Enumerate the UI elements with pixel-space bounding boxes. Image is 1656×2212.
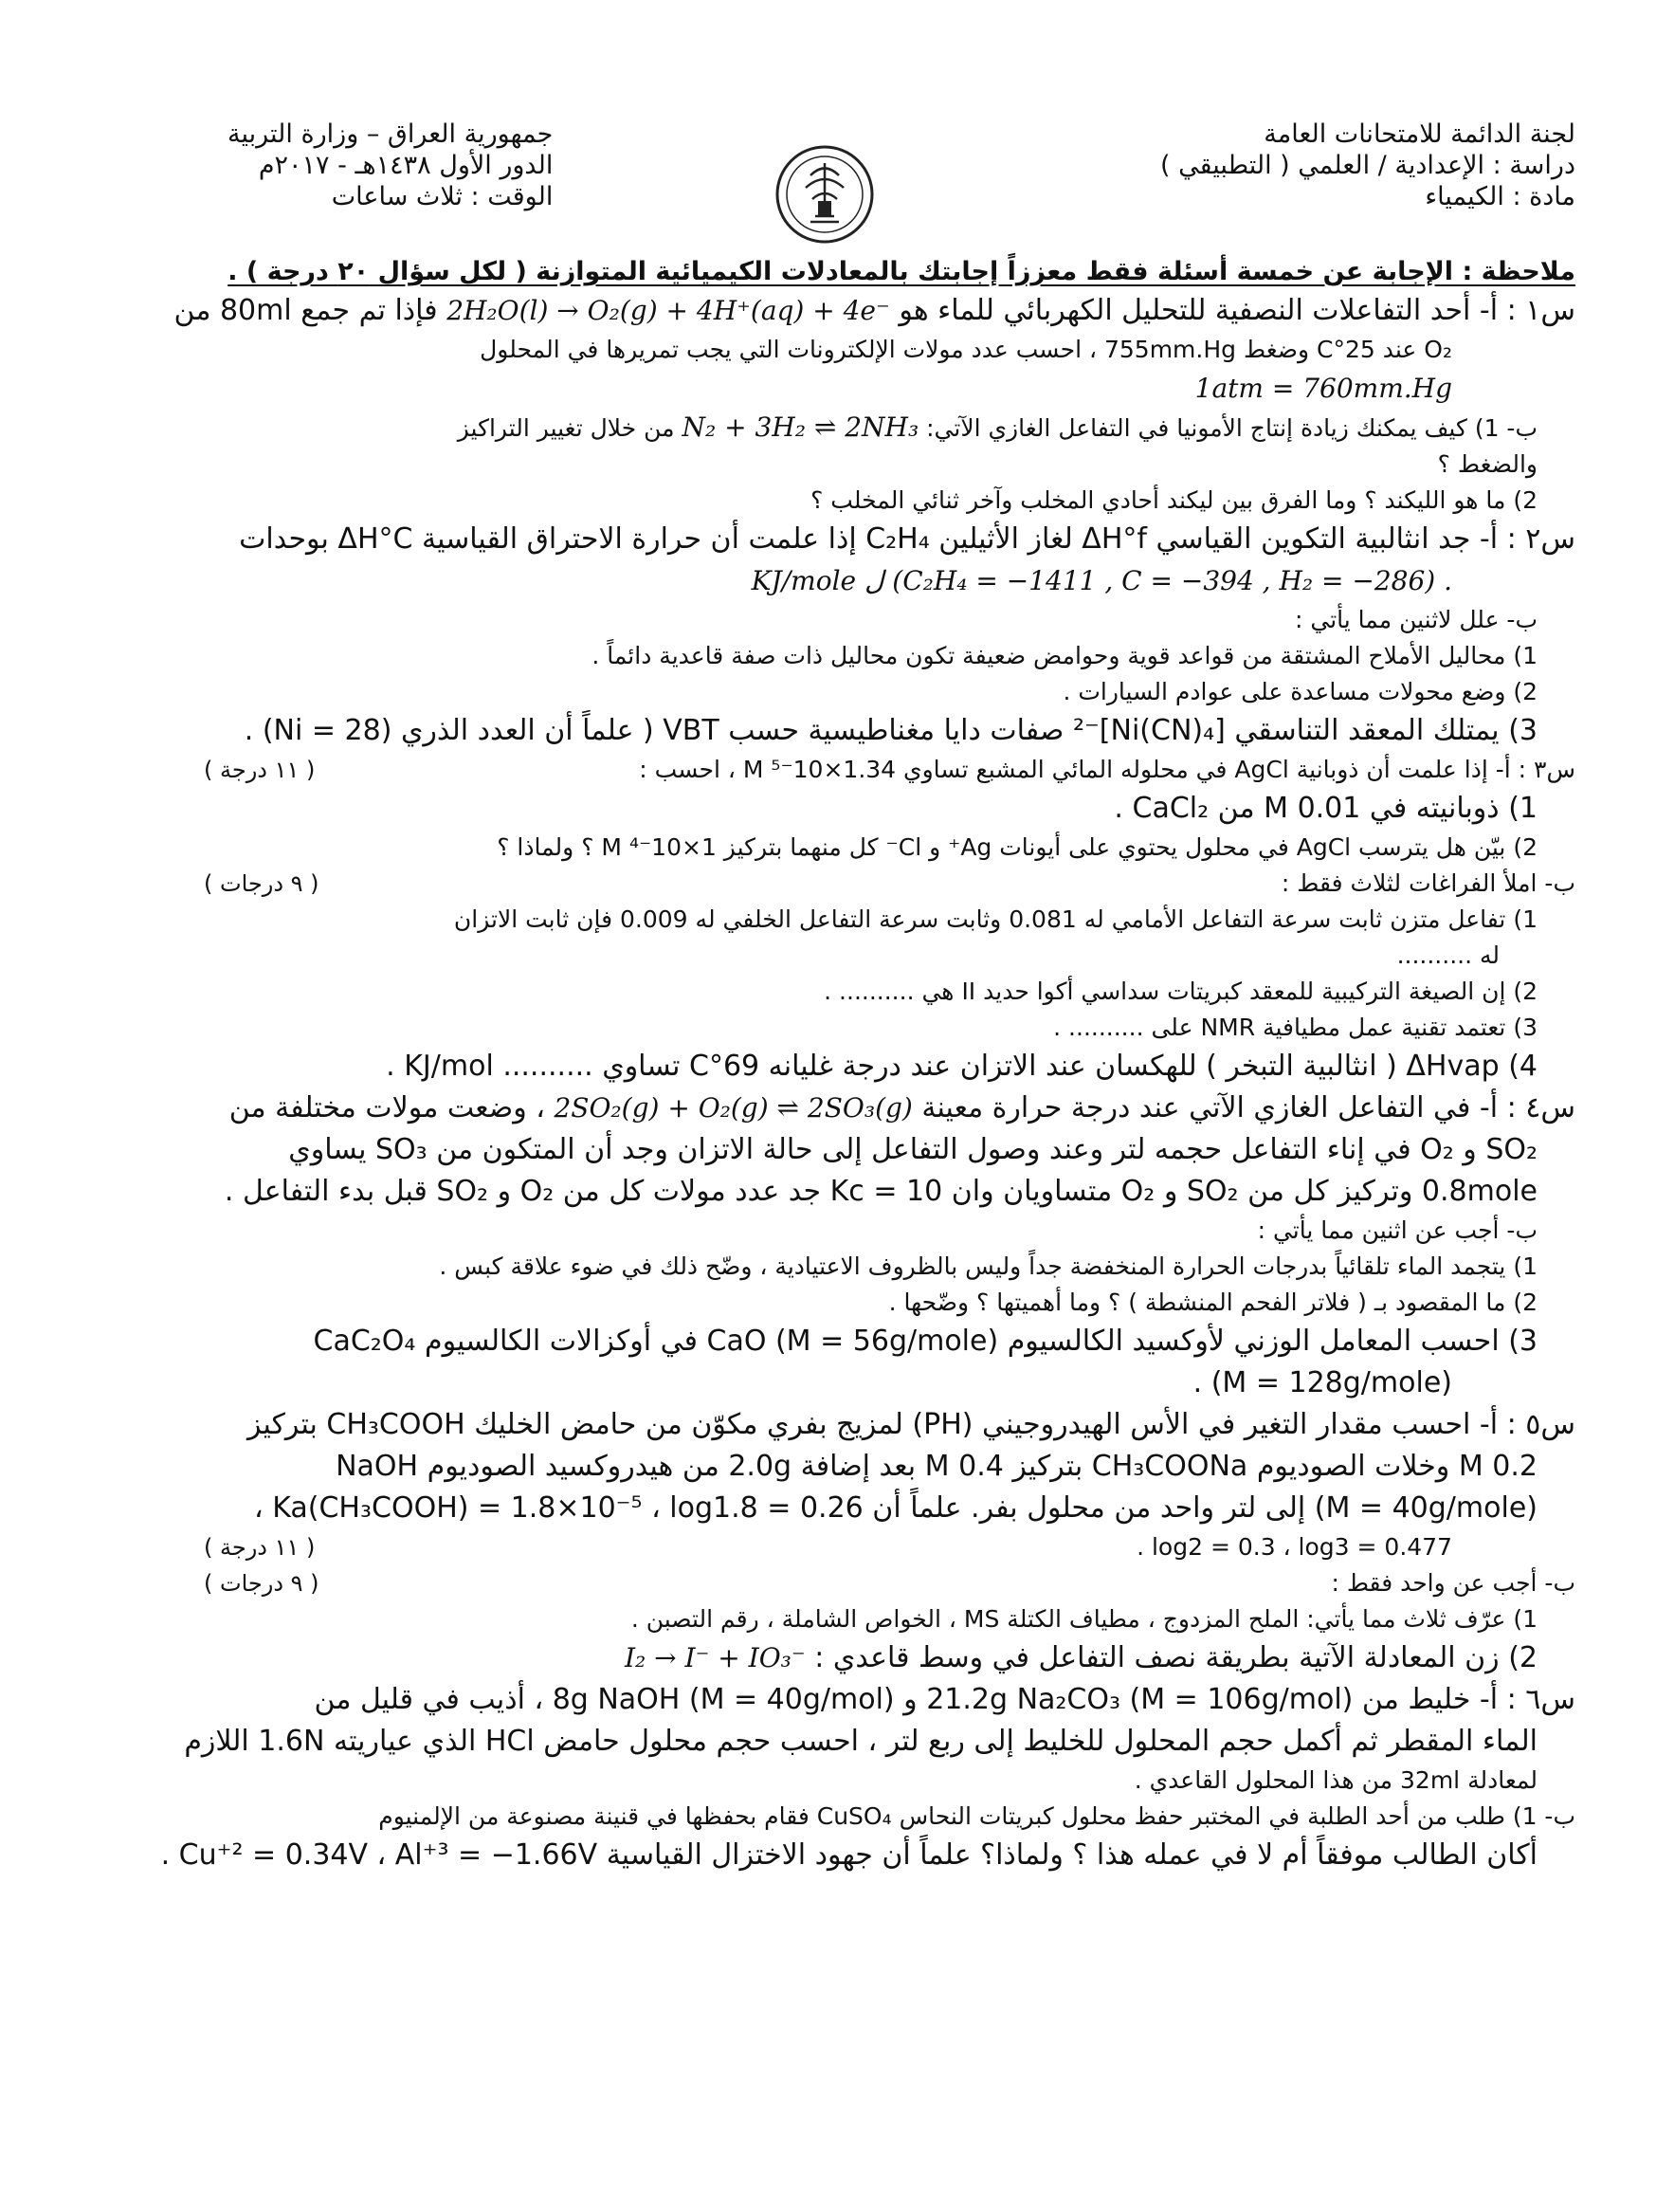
study-line: دراسة : الإعدادية / العلمي ( التطبيقي ) <box>1160 151 1575 180</box>
q3-b-text: ب- املأ الفراغات لثلاث فقط : <box>1281 869 1575 897</box>
q1-b1-equation: N₂ + 3H₂ ⇌ 2NH₃ <box>682 411 919 443</box>
q3-part-a1: 1) ذوبانيته في 0.01 M من CaCl₂ . <box>1114 792 1538 825</box>
republic-line: جمهورية العراق – وزارة التربية <box>227 119 554 149</box>
q3-part-b1: 1) تفاعل متزن ثابت سرعة التفاعل الأمامي له 0.081 وثابت سرعة التفاعل الخلفي له 0.009 فإن ثابت الاتزان <box>453 905 1538 933</box>
q1-part-b2: 2) ما هو الليكند ؟ وما الفرق بين ليكند أحادي المخلب وآخر ثنائي المخلب ؟ <box>810 486 1538 514</box>
q3-part-b2: 2) إن الصيغة التركيبية للمعقد كبريتات سداسي أكوا حديد II هي .......... . <box>824 978 1538 1005</box>
q2-part-a-line1: س٢ : أ- جد انثالبية التكوين القياسي ΔH°f لغاز الأثيلين C₂H₄ إذا علمت أن حرارة الاحتراق القياسية ΔH°C بوحدات <box>239 522 1575 556</box>
ministry-seal-icon <box>773 142 877 247</box>
q2-part-b1: 1) محاليل الأملاح المشتقة من قواعد قوية وحوامض ضعيفة تكون محاليل ذات صفة قاعدية دائماً . <box>591 642 1538 669</box>
q3-a-text: س٣ : أ- إذا علمت أن ذوبانية AgCl في محلوله المائي المشبع تساوي 1.34×10⁻⁵ M ، احسب : <box>639 756 1575 783</box>
q5-part-a-line1: س٥ : أ- احسب مقدار التغير في الأس الهيدروجيني (PH) لمزيج بفري مكوّن من حامض الخليك CH₃COOH بتركيز <box>247 1408 1575 1441</box>
q6-part-b1: ب- 1) طلب من أحد الطلبة في المختبر حفظ محلول كبريتات النحاس CuSO₄ فقام بحفظها في قنينة مصنوعة من الإلمنيوم <box>378 1802 1575 1830</box>
q1-a-tail: فإذا تم جمع 80ml من <box>173 294 438 327</box>
q3-part-b <box>204 866 1575 902</box>
q5-a-logs: log2 = 0.3 ، log3 = 0.477 . <box>1137 1533 1452 1561</box>
q1-part-b1-line <box>204 410 1575 447</box>
q4-part-b3-cont: (M = 128g/mole) . <box>1192 1366 1452 1399</box>
q5-b-score: ( ٩ درجات ) <box>204 1570 319 1597</box>
q3-part-a2: 2) بيّن هل يترسب AgCl في محلول يحتوي على أيونات Ag⁺ و Cl⁻ كل منهما بتركيز 1×10⁻⁴ M ؟ ولماذا ؟ <box>497 833 1538 861</box>
q4-part-b: ب- أجب عن اثنين مما يأتي : <box>1257 1216 1538 1244</box>
q2-part-b: ب- علل لاثنين مما يأتي : <box>1294 606 1538 633</box>
q1-b1-text: ب- 1) كيف يمكنك زيادة إنتاج الأمونيا في التفاعل الغازي الآتي: <box>926 414 1538 442</box>
q6-part-a-line1: س٦ : أ- خليط من 21.2g Na₂CO₃ (M = 106g/mol) و 8g NaOH (M = 40g/mol) ، أذيب في قليل من <box>314 1683 1575 1716</box>
session-line: الدور الأول ١٤٣٨هـ - ٢٠١٧م <box>258 151 554 180</box>
q3-b-score: ( ٩ درجات ) <box>204 870 319 897</box>
q4-a-text: س٤ : أ- في التفاعل الغازي الآتي عند درجة حرارة معينة <box>921 1091 1575 1124</box>
q4-part-b2: 2) ما المقصود بـ ( فلاتر الفحم المنشطة ) ؟ وما أهميتها ؟ وضّحها . <box>888 1289 1538 1316</box>
q1-part-a-line2: O₂ عند 25°C وضغط 755mm.Hg ، احسب عدد مولات الإلكترونات التي يجب تمريرها في المحلول <box>480 336 1452 363</box>
q2-part-b2: 2) وضع محولات مساعدة على عوادم السيارات . <box>1063 678 1538 705</box>
q1-part-a-line3 <box>204 368 1575 410</box>
q3-part-b3: 3) تعتمد تقنية عمل مطيافية NMR على .......... . <box>1053 1014 1538 1041</box>
subject-line: مادة : الكيمياء <box>1425 182 1575 211</box>
q1-a-equation: 2H₂O(l) → O₂(g) + 4H⁺(aq) + 4e⁻ <box>446 295 890 326</box>
q3-part-b4: 4) ΔHvap ( انثالبية التبخر ) للهكسان عند الاتزان عند درجة غليانه 69°C تساوي .......... KJ/mol . <box>386 1050 1538 1083</box>
q5-part-b <box>204 1565 1575 1601</box>
q4-a-equation: 2SO₂(g) + O₂(g) ⇌ 2SO₃(g) <box>554 1092 913 1124</box>
committee-line: لجنة الدائمة للامتحانات العامة <box>1264 119 1575 149</box>
q5-part-b1: 1) عرّف ثلاث مما يأتي: الملح المزدوج ، مطياف الكتلة MS ، الخواص الشاملة ، رقم التصبن . <box>630 1605 1538 1633</box>
q1-a-pressure: 1atm = 760mm.Hg <box>1194 373 1452 404</box>
q4-part-a-line2: SO₂ و O₂ في إناء التفاعل حجمه لتر وعند وصول التفاعل إلى حالة الاتزان وجد أن المتكون من SO₃ يساوي <box>288 1133 1538 1166</box>
header-right <box>1160 119 1575 212</box>
q4-part-a-line3: 0.8mole وتركيز كل من SO₂ و O₂ متساويان وان Kc = 10 جد عدد مولات كل من O₂ و SO₂ قبل بدء التفاعل . <box>224 1175 1538 1208</box>
q2-part-a-line2 <box>204 560 1575 602</box>
q6-part-a-line2: الماء المقطر ثم أكمل حجم المحلول للخليط إلى ربع لتر ، احسب حجم محلول حامض HCl الذي عياريته 1.6N اللازم <box>184 1725 1538 1758</box>
q5-a-score: ( ١١ درجة ) <box>204 1534 316 1561</box>
q5-b2-text: 2) زن المعادلة الآتية بطريقة نصف التفاعل في وسط قاعدي : <box>814 1641 1538 1674</box>
q2-part-b3: 3) يمتلك المعقد التناسقي [Ni(CN)₄]⁻² صفات دايا مغناطيسية حسب VBT ( علماً أن العدد الذري (Ni = 28) . <box>244 714 1538 747</box>
q1-a-text: س١ : أ- أحد التفاعلات النصفية للتحليل الكهربائي للماء هو <box>899 294 1575 327</box>
q5-part-a-line2: 0.2 M وخلات الصوديوم CH₃COONa بتركيز 0.4 M بعد إضافة 2.0g من هيدروكسيد الصوديوم NaOH <box>336 1450 1538 1483</box>
q6-part-b1-cont: أكان الطالب موفقاً أم لا في عمله هذا ؟ ولماذا؟ علماً أن جهود الاختزال القياسية Cu⁺² = 0.34V ، Al⁺³ = −1.66V . <box>160 1838 1538 1872</box>
q5-part-a-line3: (M = 40g/mole) إلى لتر واحد من محلول بفر. علماً أن Ka(CH₃COOH) = 1.8×10⁻⁵ ، log1.8 = 0.26 ، <box>254 1491 1538 1525</box>
q4-part-a-line1 <box>204 1088 1575 1129</box>
q1-part-b1-cont: والضغط ؟ <box>1437 450 1538 478</box>
q5-b-text: ب- أجب عن واحد فقط : <box>1331 1569 1575 1597</box>
q6-part-a-line3: لمعادلة 32ml من هذا المحلول القاعدي . <box>1134 1766 1538 1794</box>
q2-a-data: KJ/mole ل (C₂H₄ = −1411 , C = −394 , H₂ = −286) . <box>751 565 1452 596</box>
header-left <box>227 119 553 212</box>
q1-part-a-line1 <box>173 290 1575 332</box>
time-line: الوقت : ثلاث ساعات <box>331 182 554 211</box>
q3-part-b1-cont: له .......... <box>1396 941 1500 969</box>
q5-b2-equation: I₂ → I⁻ + IO₃⁻ <box>624 1642 806 1673</box>
q1-b1-tail: من خلال تغيير التراكيز <box>457 414 675 442</box>
q4-part-b3: 3) احسب المعامل الوزني لأوكسيد الكالسيوم CaO (M = 56g/mole) في أوكزالات الكالسيوم CaC₂O₄ <box>313 1325 1538 1358</box>
exam-body <box>160 254 1575 1876</box>
q5-part-b2 <box>204 1637 1575 1679</box>
instructions-note: ملاحظة : الإجابة عن خمسة أسئلة فقط معززاً إجابتك بالمعادلات الكيميائية المتوازنة ( لكل سؤال ٢٠ درجة ) . <box>227 257 1575 286</box>
q3-a-score: ( ١١ درجة ) <box>204 757 316 783</box>
q4-part-b1: 1) يتجمد الماء تلقائياً بدرجات الحرارة المنخفضة جداً وليس بالظروف الاعتيادية ، وضّح ذلك في ضوء علاقة كبس . <box>439 1252 1538 1280</box>
q5-part-a-line4 <box>204 1529 1575 1565</box>
q3-part-a <box>204 752 1575 788</box>
q4-a-tail: ، وضعت مولات مختلفة من <box>228 1091 545 1124</box>
